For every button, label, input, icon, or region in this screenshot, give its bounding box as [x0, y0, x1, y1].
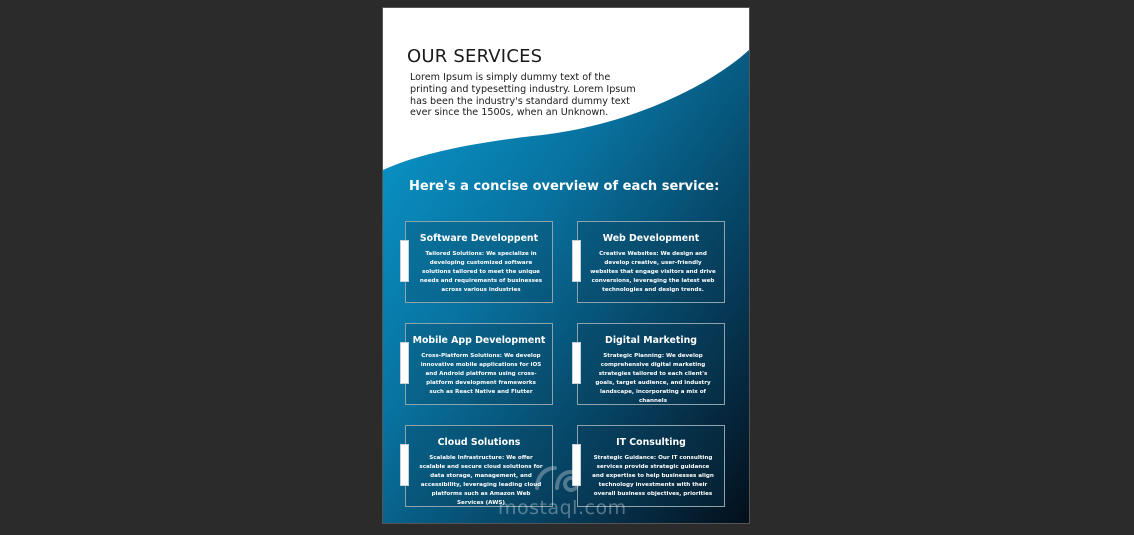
service-card-digital-marketing: [577, 323, 725, 405]
service-card-it-consulting: [577, 425, 725, 507]
card-tab-marker: [572, 342, 581, 384]
flyer-page: [382, 7, 750, 524]
service-card-mobile-app-development: [405, 323, 553, 405]
card-tab-marker: [572, 240, 581, 282]
intro-paragraph: Lorem Ipsum is simply dummy text of the printing and typesetting industry. Lorem Ipsum has been the industry's standard dummy text ever since the 1500s, when an Unknown.: [410, 72, 636, 119]
service-title: Web Development: [602, 233, 700, 244]
watermark-logo-icon: [531, 458, 581, 496]
service-description: Scalable Infrastructure: We offer scalable and secure cloud solutions for data storage, management, and accessibility, leveraging leading cloud platforms such as Amazon Web Services (AWS): [419, 455, 543, 506]
card-tab-marker: [400, 444, 409, 486]
service-card-web-development: [577, 221, 725, 303]
service-description: Strategic Planning: We develop comprehensive digital marketing strategies tailored to each client's goals, target audience, and industry landscape, incorporating a mix of channels: [595, 353, 711, 404]
service-title: Mobile App Development: [412, 335, 546, 346]
service-title: Software Developpent: [419, 233, 539, 244]
service-description: Tailored Solutions: We specialize in developing customized software solutions tailored to meet the unique needs and requirements of businesses across various industries: [419, 251, 543, 293]
service-title: Cloud Solutions: [437, 437, 521, 448]
service-description: Creative Websites: We design and develop creative, user-friendly websites that engage visitors and drive conversions, leveraging the latest web technologies and design trends.: [590, 251, 716, 293]
card-tab-marker: [400, 342, 409, 384]
overview-heading: Here's a concise overview of each service:: [409, 179, 720, 194]
service-description: Cross-Platform Solutions: We develop innovative mobile applications for iOS and Android platforms using cross-platform development frameworks such as React Native and Flutter: [420, 353, 542, 395]
service-title: Digital Marketing: [605, 335, 697, 346]
service-description: Strategic Guidance: Our IT consulting services provide strategic guidance and expertise to help businesses align technology investments with their overall business objectives, priorities: [592, 455, 714, 497]
page-title: OUR SERVICES: [407, 46, 543, 67]
card-tab-marker: [400, 240, 409, 282]
service-title: IT Consulting: [616, 437, 686, 448]
watermark-text: mostaql.com: [498, 497, 627, 519]
service-card-software-development: [405, 221, 553, 303]
